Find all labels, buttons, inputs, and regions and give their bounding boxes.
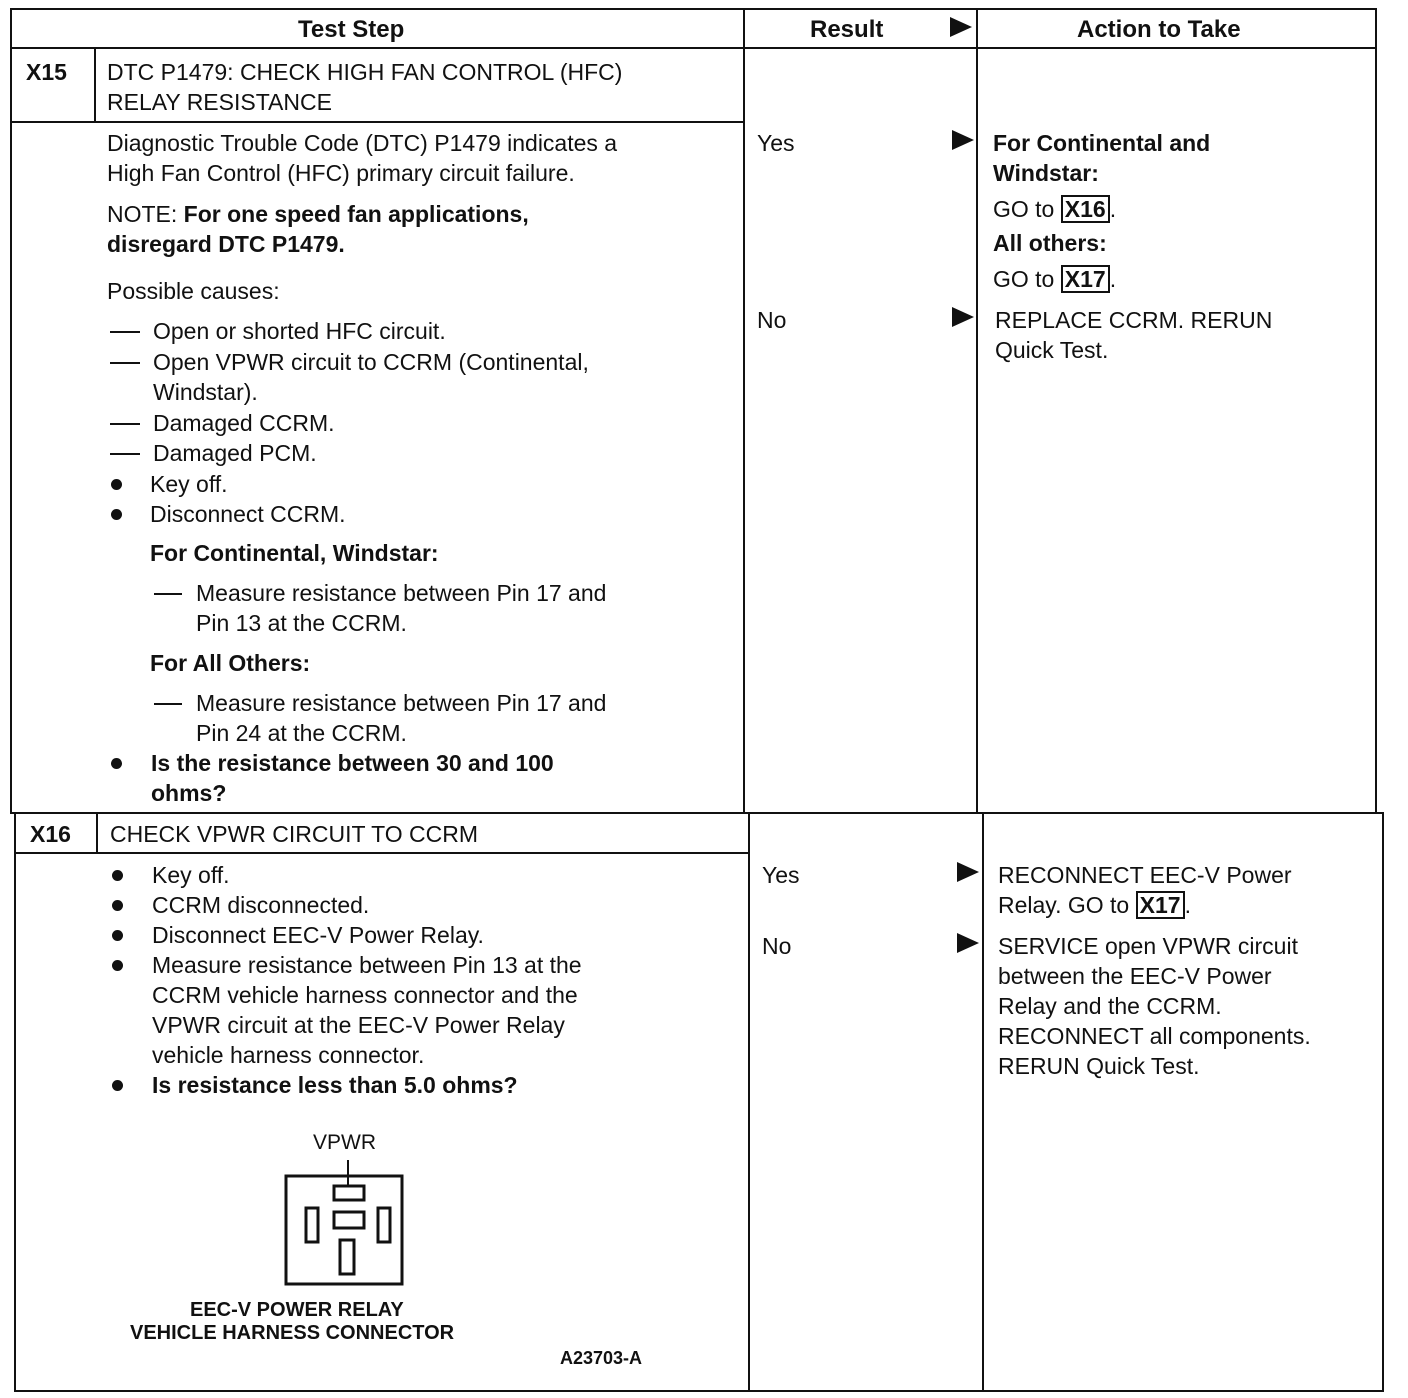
x15-title-bottom	[10, 121, 745, 123]
bullet-icon	[111, 509, 122, 520]
table-right-border	[1375, 8, 1377, 814]
x16-result-yes: Yes	[762, 862, 800, 888]
x15-note-line1	[107, 199, 529, 229]
x16-step-4-line4: vehicle harness connector.	[152, 1042, 425, 1068]
x16-step-1: Key off.	[152, 862, 230, 888]
arrow-right-icon	[957, 862, 979, 882]
x16-title-divider	[96, 812, 98, 854]
bullet-icon	[111, 479, 122, 490]
x15-result-no: No	[757, 307, 787, 333]
x16-yes-action-line2	[998, 890, 1191, 920]
x15-no-action-line1: REPLACE CCRM. RERUN	[995, 307, 1273, 333]
x15-cause-2-line2: Windstar).	[153, 379, 258, 405]
bullet-icon	[112, 870, 123, 881]
x15-question-line2: ohms?	[151, 780, 227, 806]
x15-question-line1: Is the resistance between 30 and 100	[151, 750, 554, 776]
x16-step-4-line3: VPWR circuit at the EEC-V Power Relay	[152, 1012, 565, 1038]
x15-title-line1: DTC P1479: CHECK HIGH FAN CONTROL (HFC)	[107, 59, 623, 85]
x15-note-text: For one speed fan applications,	[183, 201, 529, 227]
x16-no-action-line2: between the EEC-V Power	[998, 963, 1272, 989]
x16-title: CHECK VPWR CIRCUIT TO CCRM	[110, 821, 479, 847]
col-divider-1	[743, 8, 745, 814]
table-left-border-lower	[14, 812, 16, 1392]
x16-no-action-line5: RERUN Quick Test.	[998, 1053, 1200, 1079]
goto-prefix: GO to	[993, 266, 1055, 292]
bullet-icon	[112, 1080, 123, 1091]
dash-icon	[110, 453, 140, 455]
x16-step-4-line2: CCRM vehicle harness connector and the	[152, 982, 578, 1008]
goto-prefix: Relay. GO to	[998, 892, 1130, 918]
relay-connector-diagram	[280, 1160, 410, 1295]
col-divider-1-lower	[748, 812, 750, 1392]
x15-result-yes: Yes	[757, 130, 795, 156]
x15-step-2: Disconnect CCRM.	[150, 501, 346, 527]
arrow-right-icon	[952, 130, 974, 150]
x16-no-action-line4: RECONNECT all components.	[998, 1023, 1311, 1049]
x15-sub2-heading: For All Others:	[150, 650, 311, 676]
bullet-icon	[112, 900, 123, 911]
x16-title-bottom	[14, 852, 750, 854]
goto-suffix: .	[1109, 266, 1117, 292]
x15-desc-line2: High Fan Control (HFC) primary circuit failure.	[107, 160, 575, 186]
x16-yes-action-line1: RECONNECT EEC-V Power	[998, 862, 1292, 888]
x15-note-prefix: NOTE:	[107, 201, 178, 227]
figure-id: A23703-A	[560, 1348, 643, 1368]
header-test-step: Test Step	[298, 16, 405, 43]
x15-bottom-border	[10, 812, 1384, 814]
x15-title-line2: RELAY RESISTANCE	[107, 89, 332, 115]
x15-title-divider	[94, 47, 96, 123]
x15-yes-action-line2: Windstar:	[993, 160, 1099, 186]
x16-question: Is resistance less than 5.0 ohms?	[152, 1072, 518, 1098]
x15-note-line2: disregard DTC P1479.	[107, 231, 345, 257]
x16-no-action-line1: SERVICE open VPWR circuit	[998, 933, 1298, 959]
dash-icon	[110, 362, 140, 364]
goto-suffix: .	[1184, 892, 1191, 918]
x15-yes-goto-1	[993, 194, 1116, 224]
x16-step-3: Disconnect EEC-V Power Relay.	[152, 922, 484, 948]
x15-desc-line1: Diagnostic Trouble Code (DTC) P1479 indicates a	[107, 130, 618, 156]
header-action: Action to Take	[1077, 16, 1241, 43]
x16-step-4-line1: Measure resistance between Pin 13 at the	[152, 952, 582, 978]
x15-possible-causes: Possible causes:	[107, 278, 280, 304]
ref-x16-link[interactable]: X16	[1061, 195, 1110, 223]
header-arrow-icon	[950, 17, 972, 37]
ref-x17-link[interactable]: X17	[1136, 891, 1185, 919]
arrow-right-icon	[952, 307, 974, 327]
diagram-caption-line1: EEC-V POWER RELAY	[190, 1299, 404, 1321]
header-result: Result	[810, 16, 884, 43]
x15-cause-2-line1: Open VPWR circuit to CCRM (Continental,	[153, 349, 589, 375]
vpwr-label: VPWR	[313, 1131, 376, 1154]
arrow-right-icon	[957, 933, 979, 953]
x15-step-id: X15	[26, 59, 67, 85]
goto-suffix: .	[1109, 196, 1117, 222]
x16-step-2: CCRM disconnected.	[152, 892, 370, 918]
diagram-caption-line2: VEHICLE HARNESS CONNECTOR	[130, 1322, 455, 1344]
x15-no-action-line2: Quick Test.	[995, 337, 1109, 363]
x15-cause-1: Open or shorted HFC circuit.	[153, 318, 446, 344]
x15-yes-action-line1: For Continental and	[993, 130, 1211, 156]
goto-prefix: GO to	[993, 196, 1055, 222]
table-top-border	[10, 8, 1377, 10]
x15-cause-4: Damaged PCM.	[153, 440, 317, 466]
dash-icon	[110, 423, 140, 425]
bullet-icon	[111, 758, 122, 769]
x15-sub1-heading: For Continental, Windstar:	[150, 540, 439, 566]
x15-sub2-line1: Measure resistance between Pin 17 and	[196, 690, 607, 716]
x16-step-id: X16	[30, 821, 71, 847]
x15-yes-goto-2	[993, 264, 1116, 294]
header-bottom-border	[10, 47, 1377, 49]
x16-no-action-line3: Relay and the CCRM.	[998, 993, 1222, 1019]
table-bottom-border	[14, 1390, 1384, 1392]
col-divider-2-lower	[982, 812, 984, 1392]
x15-sub1-line1: Measure resistance between Pin 17 and	[196, 580, 607, 606]
x15-cause-3: Damaged CCRM.	[153, 410, 335, 436]
x15-yes-all-others: All others:	[993, 230, 1107, 256]
dash-icon	[110, 331, 140, 333]
x15-step-1: Key off.	[150, 471, 228, 497]
dash-icon	[154, 593, 182, 595]
bullet-icon	[112, 960, 123, 971]
dash-icon	[154, 703, 182, 705]
ref-x17-link[interactable]: X17	[1061, 265, 1110, 293]
col-divider-2	[976, 8, 978, 814]
table-right-border-lower	[1382, 812, 1384, 1392]
x15-sub1-line2: Pin 13 at the CCRM.	[196, 610, 407, 636]
bullet-icon	[112, 930, 123, 941]
table-left-border	[10, 8, 12, 814]
x16-result-no: No	[762, 933, 792, 959]
x15-sub2-line2: Pin 24 at the CCRM.	[196, 720, 407, 746]
